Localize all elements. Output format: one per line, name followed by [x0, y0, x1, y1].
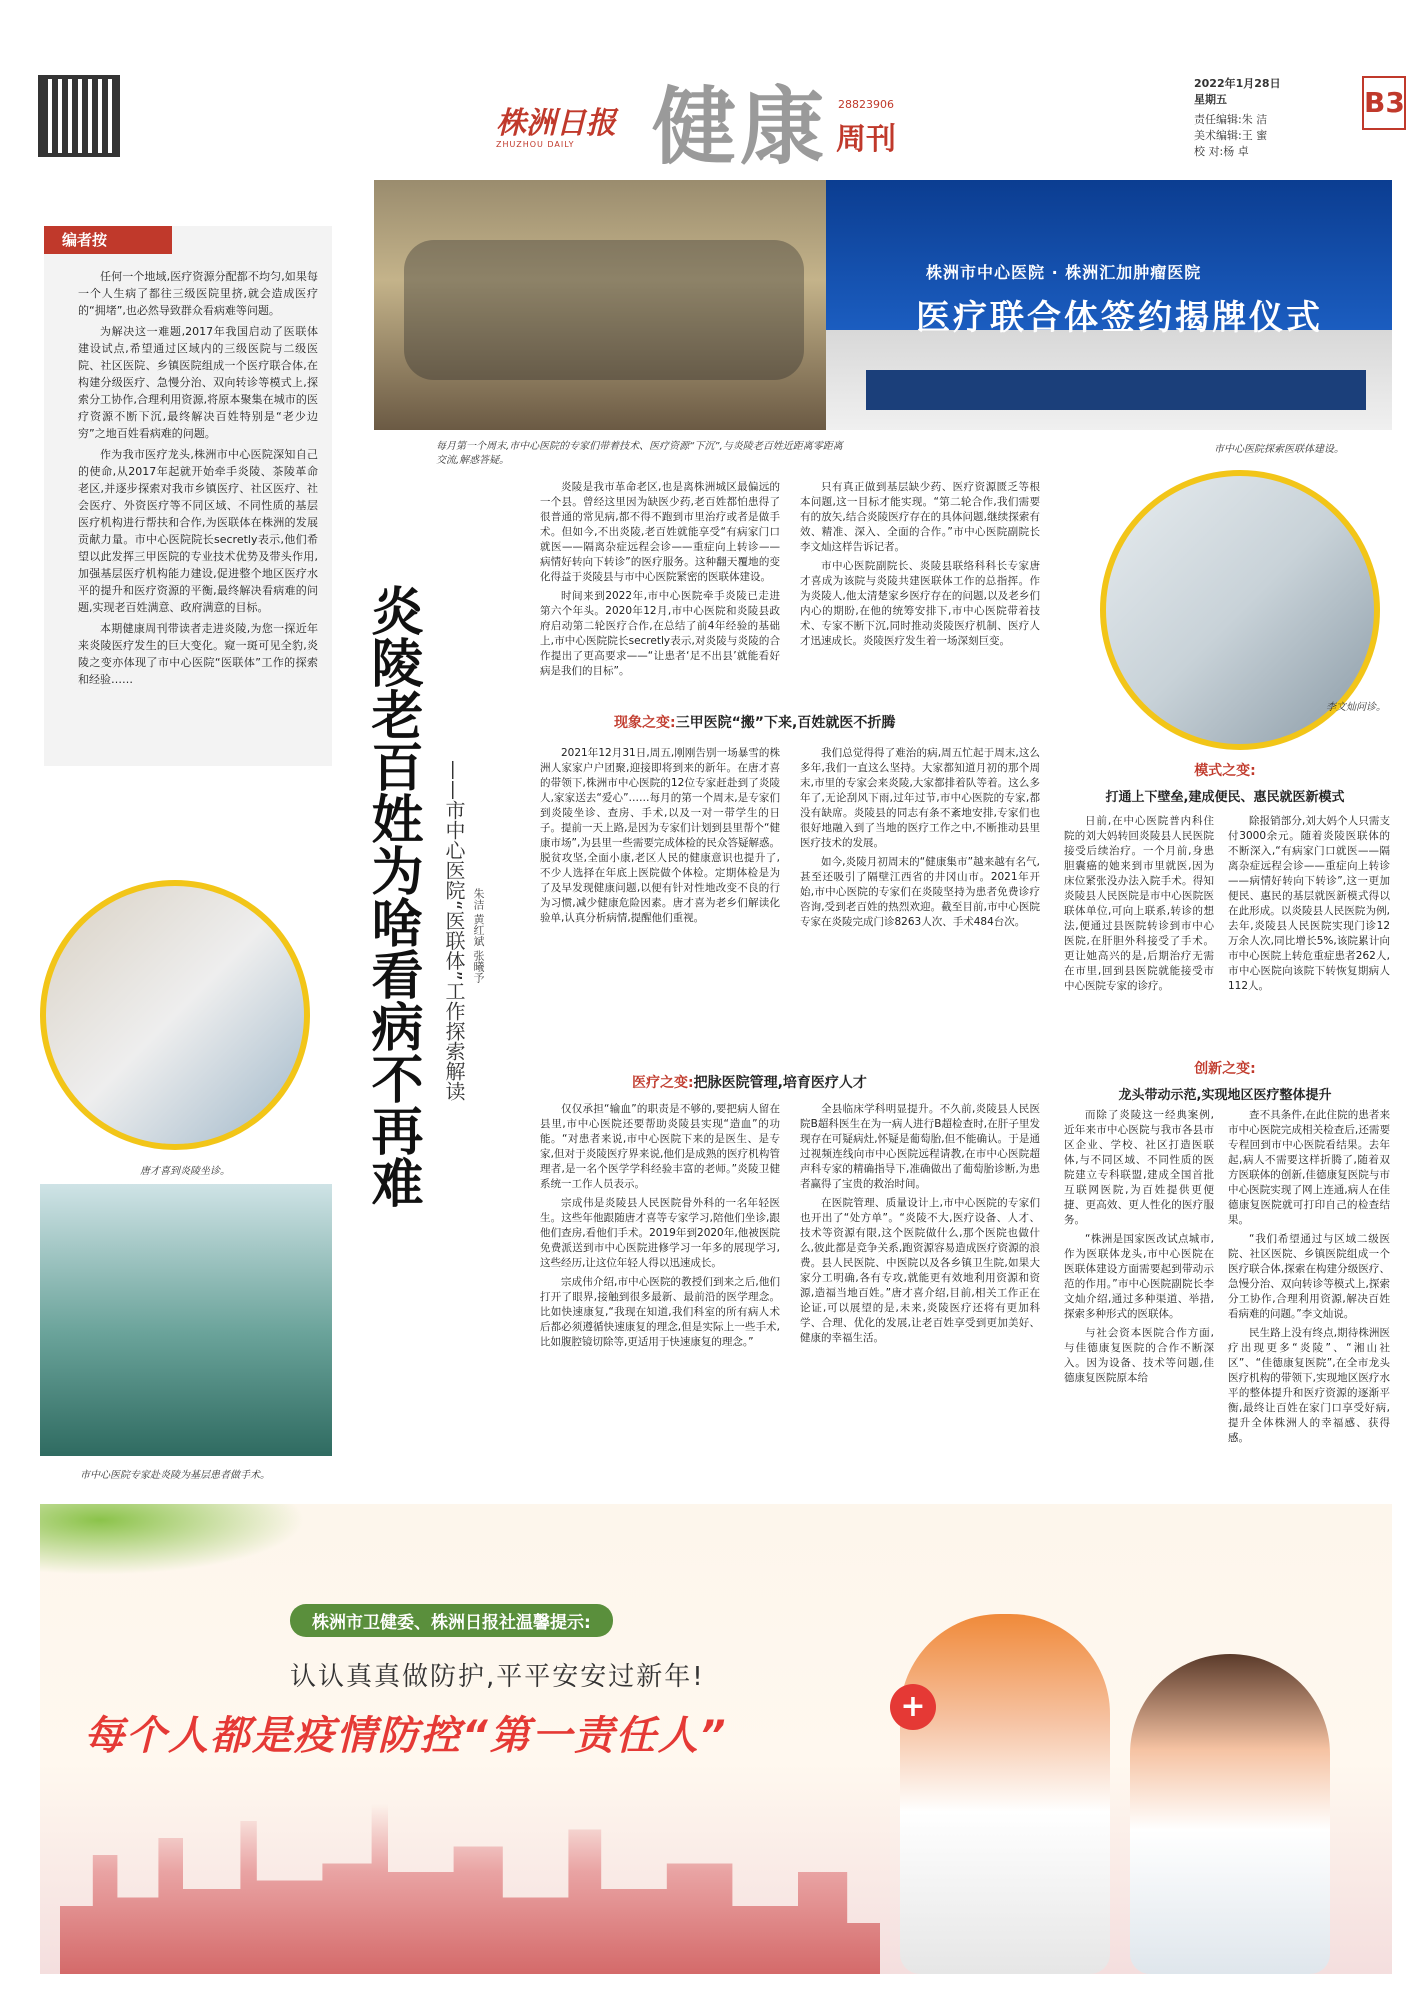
nurse-illustration-icon	[900, 1614, 1110, 1974]
doctor-illustration-icon	[1130, 1654, 1330, 1974]
photo-doctor-consult-caption: 唐才喜到炎陵坐诊。	[140, 1166, 230, 1177]
section-model-col-1: 日前,在中心医院普内科住院的刘大妈转回炎陵县人民医院接受后续治疗。一个月前,身患胆囊癌的她来到市里就医,因为床位紧张没办法入院手术。得知炎陵县人民医院是市中心医院医联体单位,可向上联系,转诊的想法,便通过县医院转诊到市中心医院,在肝胆外科接受了手术。更让她高兴的是,后期治疗无需在市里,回到县医院就能接受市中心医院专家的诊疗。	[1064, 815, 1214, 992]
leaf-decoration-icon	[40, 1504, 340, 1584]
intro-column-2: 只有真正做到基层缺少药、医疗资源匮乏等根本问题,这一目标才能实现。“第二轮合作,我们需要有的放矢,结合炎陵医疗存在的具体问题,继续探索有效、精准、深入、全面的合作。”市中心医院副院长李文灿这样告诉记者。 市中心医院副院长、炎陵县联络科科长专家唐才喜成为该院与炎陵共建医联体工作的总指挥。作为炎陵人,他太清楚家乡医疗存在的问题,以及老乡们内心的期盼,在他的统筹安排下,市中心医院带着技术、专家不断下沉,同时推动炎陵医疗机制、医疗人才迅速成长。炎陵医疗发生着一场深刻巨变。	[800, 481, 1040, 647]
art-editor-credit: 美术编辑:王 蜜	[1194, 129, 1268, 142]
masthead	[0, 0, 1420, 176]
section-phenomenon-col-1: 2021年12月31日,周五,刚刚告别一场暴雪的株洲人家家户户团聚,迎接即将到来的新年。在唐才喜的带领下,株洲市中心医院的12位专家赶赴到了炎陵人,家家送去“爱心”……每月的第一个周末,是专家们到炎陵坐诊、查房、手术,以及一对一带学生的日子。提前一天上路,是因为专家们计划到县里帮个“健康市场”,为县里一些需要完成体检的民众答疑解惑。脱贫攻坚,全面小康,老区人民的健康意识也提升了,不少人选择在年底上医院做个体检。定期体检是为了及早发现健康问题,以便有针对性地改变不良的行为习惯,减少健康危险因素。唐才喜为老乡们解读化验单,认真分析病情,提醒他们重视。	[540, 747, 780, 924]
qr-code-icon	[38, 75, 120, 157]
photo-surgery	[40, 1184, 332, 1456]
proofreader-credit: 校 对:杨 卓	[1194, 145, 1249, 158]
ad-slogan: 每个人都是疫情防控“第一责任人”	[84, 1713, 728, 1759]
paper-logo: 株洲日报 ZHUZHOU DAILY	[496, 106, 616, 149]
section-innovation-col-2: 查不具条件,在此住院的患者来市中心医院完成相关检查后,还需要专程回到市中心医院看结果。去年起,病人不需要这样折腾了,随着双方医联体的创新,佳德康复医院与市中心医院实现了网上连通,病人在佳德康复医院就可打印自己的检查结果。 “我们希望通过与区域二级医院、社区医院、乡镇医院组成一个医疗联合体,探索在构建分级医疗、急慢分治、双向转诊等模式上,探索分工协作,合理利用资源,解决百姓看病难的问题。”李文灿说。 民生路上没有终点,期待株洲医疗出现更多“炎陵”、“湘山社区”、“佳德康复医院”,在全市龙头医疗机构的带领下,实现地区医疗水平的整体提升和医疗资源的逐渐平衡,最终让百姓在家门口享受好病,提升全体株洲人的幸福感、获得感。	[1228, 1109, 1390, 1444]
photo-meeting-caption: 每月第一个周末,市中心医院的专家们带着技术、医疗资源“下沉”,与炎陵老百姓近距离零距离交流,解惑答疑。	[436, 441, 843, 466]
editor-note-box	[44, 226, 332, 766]
page-code: B3	[1362, 76, 1406, 130]
subheadline: ——市中心医院“医联体”工作探索解读	[442, 760, 466, 1101]
photo-meeting	[374, 180, 826, 430]
section-sub: 周刊	[836, 122, 896, 157]
photo-doctor-consult	[40, 880, 310, 1150]
section-phenomenon-col-2: 我们总觉得得了难治的病,周五忙起于周末,这么多年,我们一直这么坚持。大家都知道月初的那个周末,市里的专家会来炎陵,大家都排着队等着。这么多年了,无论刮风下雨,过年过节,市中心医院的专家,都没有缺席。炎陵县的同志有条不紊地安排,专家们也很好地融入到了当地的医疗工作之中,不断推动县里医疗技术的发展。 如今,炎陵月初周末的“健康集市”越来越有名气,甚至还吸引了隔壁江西省的井冈山市。2021年开始,市中心医院的专家们在炎陵坚持为患者免费诊疗咨询,受到老百姓的热烈欢迎。截至目前,市中心医院专家在炎陵完成门诊8263人次、手术484台次。	[800, 747, 1040, 928]
section-model-title: 模式之变: 打通上下壁垒,建成便民、惠民就医新模式	[1105, 763, 1345, 805]
byline: 朱洁 黄红斌 张曦予	[472, 888, 485, 983]
issue-date: 2022年1月28日	[1194, 77, 1281, 90]
photo-signing-ceremony	[826, 180, 1392, 430]
city-skyline-icon	[60, 1804, 880, 1974]
headline: 炎陵老百姓为啥看病不再难	[362, 584, 423, 1208]
ad-banner	[40, 1504, 1392, 1974]
photo-surgery-caption: 市中心医院专家赴炎陵为基层患者做手术。	[80, 1470, 270, 1481]
issue-weekday: 星期五	[1194, 93, 1227, 106]
section-medical-col-2: 全县临床学科明显提升。不久前,炎陵县人民医院B超科医生在为一病人进行B超检查时,在肝子里发现存在可疑病灶,怀疑是葡萄胎,但不能确认。于是通过视频连线向市中心医院远程请教,在市中心医院超声科专家的精确指导下,准确做出了葡萄胎诊断,为患者赢得了宝贵的救治时间。 在医院管理、质量设计上,市中心医院的专家们也开出了“处方单”。“炎陵不大,医疗设备、人才、技术等资源有限,这个医院做什么,那个医院也做什么,彼此都是竞争关系,跑资源容易造成医疗资源的浪费。县人民医院、中医院以及各乡镇卫生院,如果大家分工明确,各有专攻,就能更有效地利用资源和资源,造福当地百姓。”唐才喜介绍,目前,相关工作正在论证,可以展望的是,未来,炎陵医疗还将有更加科学、合理、优化的发展,让老百姓享受到更加美好、健康的幸福生活。	[800, 1103, 1040, 1344]
banner-hospitals: 株洲市中心医院 · 株洲汇加肿瘤医院	[926, 263, 1202, 282]
ad-line-1: 认认真真做防护,平平安安过新年!	[290, 1662, 705, 1692]
issue-info	[1194, 76, 1281, 160]
section-phenomenon-title: 现象之变:三甲医院“搬”下来,百姓就医不折腾	[614, 715, 896, 731]
section-innovation-title: 创新之变: 龙头带动示范,实现地区医疗整体提升	[1118, 1061, 1332, 1103]
section-title: 健康	[652, 77, 829, 176]
editor-credit: 责任编辑:朱 洁	[1194, 113, 1268, 126]
medical-cross-icon: +	[890, 1684, 936, 1730]
intro-column-1: 炎陵是我市革命老区,也是离株洲城区最偏远的一个县。曾经这里因为缺医少药,老百姓都怕患得了很普通的常见病,都不得不跑到市里治疗或者是做手术。但如今,不出炎陵,老百姓就能享受“有病家门口就医——隔离杂症远程会诊——重症向上转诊——病情好转向下转诊”的医疗服务。这种翻天覆地的变化得益于炎陵县与市中心医院紧密的医联体建设。 时间来到2022年,市中心医院牵手炎陵已走进第六个年头。2020年12月,市中心医院和炎陵县政府启动第二轮医疗合作,在总结了前4年经验的基础上,市中心医院院长secretly表示,对炎陵与炎陵的合作提出了更高要求——“让患者‘足不出县’就能看好病是我们的目标”。	[540, 481, 780, 677]
section-medical-col-1: 仅仅承担“输血”的职责是不够的,要把病人留在县里,市中心医院还要帮助炎陵县实现“造血”的功能。“对患者来说,市中心医院下来的是医生、是专家,但对于炎陵医疗界来说,他们是成熟的医疗机构管理者,是一名个医学学科经验丰富的老师。”炎陵卫健系统一工作人员表示。 宗成伟是炎陵县人民医院骨外科的一名年轻医生。这些年他跟随唐才喜等专家学习,陪他们坐诊,跟他们查房,看他们手术。2019年到2020年,他被医院免费派送到市中心医院进修学习一年多的展现学习,这些经历,让这位年轻人得以迅速成长。 宗成伟介绍,市中心医院的教授们到来之后,他们打开了眼界,接触到很多最新、最前沿的医学理念。比如快速康复,“我现在知道,我们科室的所有病人术后都必须遵循快速康复的理念,但是实际上一些手术,比如腹腔镜切除等,更适用于快速康复的理念。”	[540, 1103, 780, 1348]
phone-number: 28823906	[838, 98, 894, 111]
section-model-col-2: 除报销部分,刘大妈个人只需支付3000余元。随着炎陵医联体的不断深入,“有病家门口就医——隔离杂症远程会诊——重症向上转诊——病情好转向下转诊”,这一更加便民、惠民的基层就医新模式得以在此形成。以炎陵县人民医院为例,去年,炎陵县人民医院实现门诊12万余人次,同比增长5%,该院累计向市中心医院上转危重症患者262人,市中心医院向该院下转恢复期病人112人。	[1228, 815, 1390, 992]
banner-ceremony-title: 医疗联合体签约揭牌仪式	[916, 298, 1323, 338]
photo-signing-caption: 市中心医院探索医联体建设。	[1214, 444, 1344, 455]
editor-note-text: 任何一个地域,医疗资源分配都不均匀,如果每一个人生病了都往三级医院里挤,就会造成医疗的“拥堵”,也必然导致群众看病难等问题。 为解决这一难题,2017年我国启动了医联体建设试点,希望通过区域内的三级医院与二级医院、社区医院、乡镇医院组成一个医疗联合体,在构建分级医疗、急慢分治、双向转诊等模式上,探索分工协作,合理利用资源,将原本聚集在城市的医疗资源不断下沉,最终解决百姓特别是“老少边穷”之地百姓看病难的问题。 作为我市医疗龙头,株洲市中心医院深知自己的使命,从2017年起就开始牵手炎陵、茶陵革命老区,并逐步探索对我市乡镇医疗、社区医疗、社会医疗、外资医疗等不同区域、不同性质的基层医疗机构进行帮扶和合作,为医联体在株洲的发展贡献力量。市中心医院院长secretly表示,他们希望以此发挥三甲医院的专业技术优势及带头作用,加强基层医疗机构能力建设,促进整个地区医疗水平的提升和医疗资源的平衡,最终解决看病难的问题,实现老百姓满意、政府满意的目标。 本期健康周刊带读者走进炎陵,为您一探近年来炎陵医疗发生的巨大变化。窥一斑可见全豹,炎陵之变亦体现了市中心医院“医联体”工作的探索和经验……	[78, 270, 318, 686]
photo-ward-round-caption: 李文灿问诊。	[1326, 702, 1386, 713]
section-innovation-col-1: 而除了炎陵这一经典案例,近年来市中心医院与我市各县市区企业、学校、社区打造医联体,与不同区域、不同性质的医院建立专科联盟,建成全国首批互联网医院,为百姓提供更便捷、更高效、更人性化的医疗服务。 “株洲是国家医改试点城市,作为医联体龙头,市中心医院在医联体建设方面需要起到带动示范的作用。”市中心医院副院长李文灿介绍,通过多种渠道、举措,探索多种形式的医联体。 与社会资本医院合作方面,与佳德康复医院的合作不断深入。因为设备、技术等问题,佳德康复医院原本给	[1064, 1109, 1214, 1384]
ad-tag: 株洲市卫健委、株洲日报社温馨提示:	[290, 1604, 613, 1637]
editor-note-label: 编者按	[44, 226, 172, 254]
section-medical-title: 医疗之变:把脉医院管理,培育医疗人才	[632, 1075, 867, 1091]
